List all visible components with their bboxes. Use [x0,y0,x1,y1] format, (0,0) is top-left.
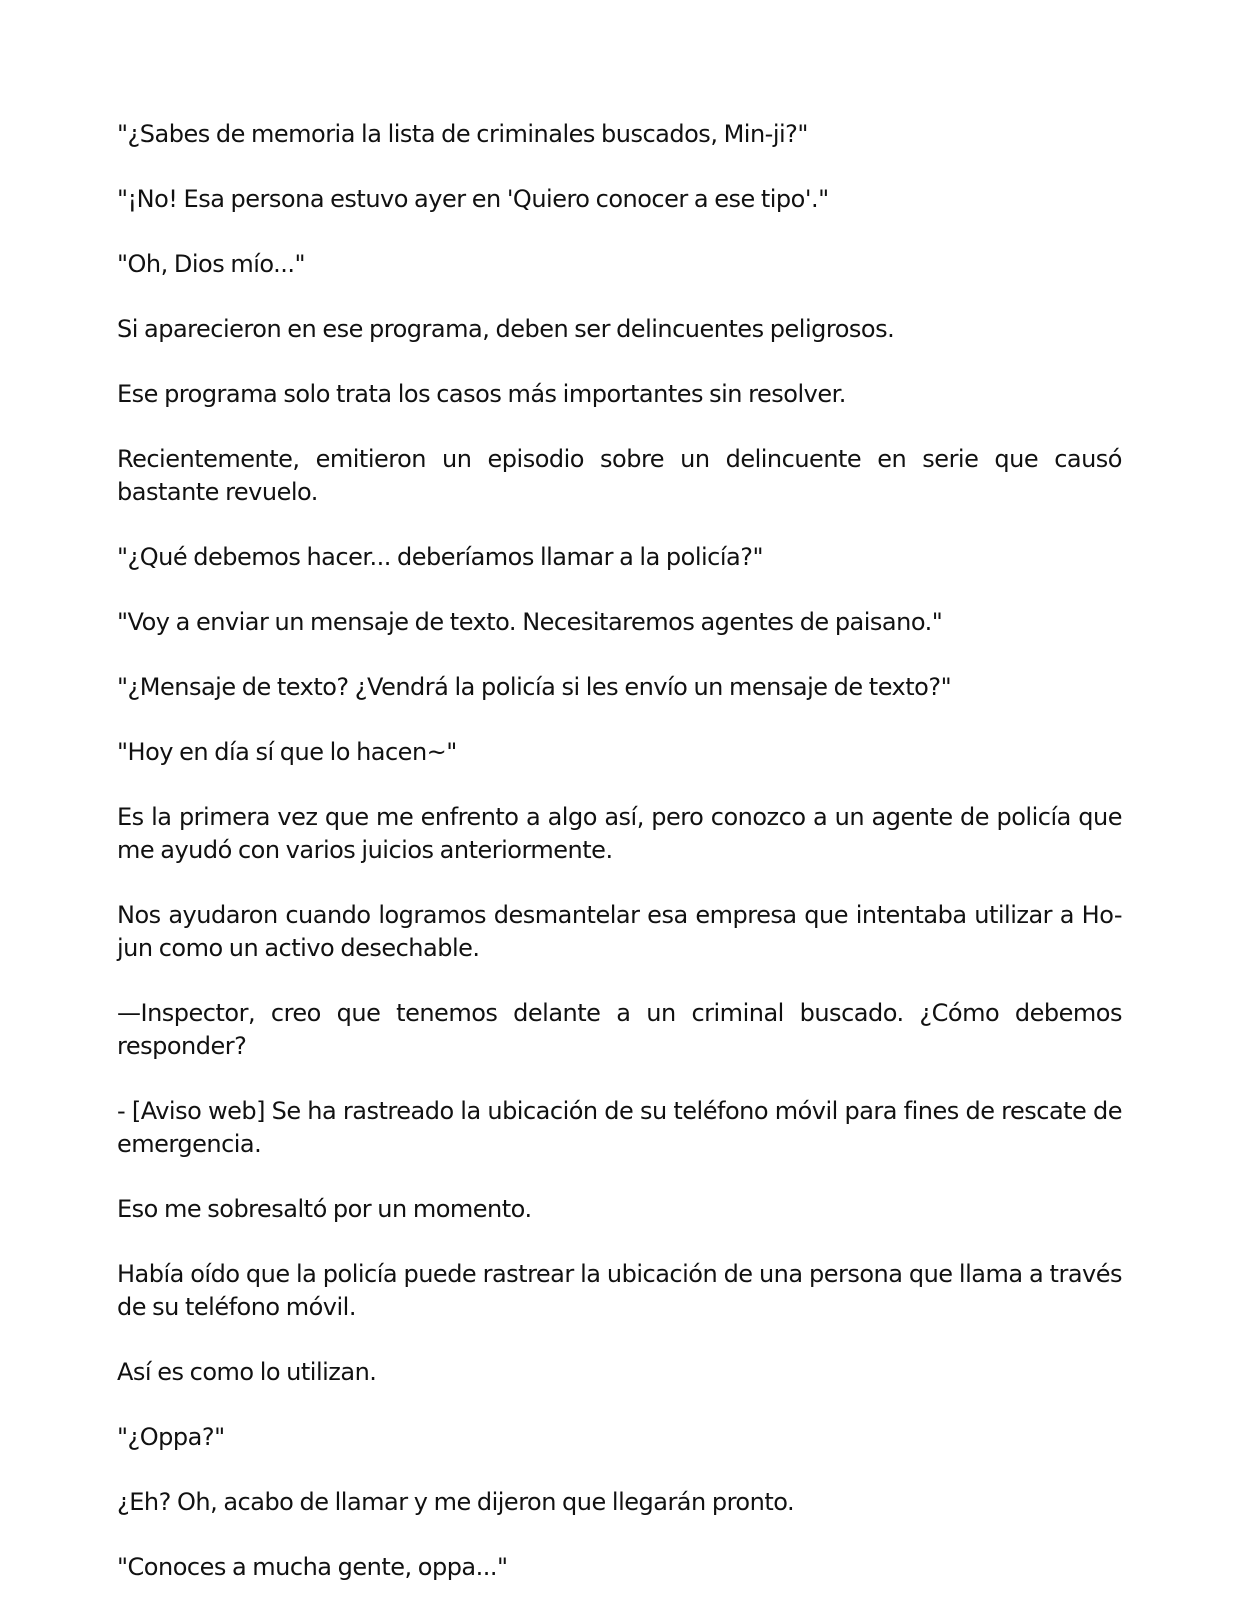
document-body [117,118,1122,1584]
paragraph: "¡No! Esa persona estuvo ayer en 'Quiero conocer a ese tipo'." [117,185,829,213]
paragraph: "¿Qué debemos hacer... deberíamos llamar a la policía?" [117,543,764,571]
paragraph: Nos ayudaron cuando logramos desmantelar esa empresa que intentaba utilizar a Ho-jun como un activo desechable. [117,901,1122,962]
paragraph: "Oh, Dios mío..." [117,250,306,278]
paragraph: Eso me sobresaltó por un momento. [117,1195,532,1223]
paragraph: Así es como lo utilizan. [117,1358,377,1386]
paragraph: Es la primera vez que me enfrento a algo así, pero conozco a un agente de policía que me ayudó con varios juicios anteriormente. [117,803,1122,864]
paragraph: Ese programa solo trata los casos más importantes sin resolver. [117,380,846,408]
paragraph: - [Aviso web] Se ha rastreado la ubicación de su teléfono móvil para fines de rescate de emergencia. [117,1097,1122,1158]
paragraph: ¿Eh? Oh, acabo de llamar y me dijeron que llegarán pronto. [117,1488,795,1516]
paragraph: "Hoy en día sí que lo hacen~" [117,738,457,766]
paragraph: Había oído que la policía puede rastrear la ubicación de una persona que llama a través de su teléfono móvil. [117,1260,1122,1321]
paragraph: Si aparecieron en ese programa, deben ser delincuentes peligrosos. [117,315,895,343]
paragraph: —Inspector, creo que tenemos delante a un criminal buscado. ¿Cómo debemos responder? [117,999,1122,1060]
paragraph: Recientemente, emitieron un episodio sobre un delincuente en serie que causó bastante revuelo. [117,445,1122,506]
paragraph: "¿Sabes de memoria la lista de criminales buscados, Min-ji?" [117,120,808,148]
paragraph: "Conoces a mucha gente, oppa..." [117,1553,508,1581]
paragraph: "¿Oppa?" [117,1423,225,1451]
paragraph: "¿Mensaje de texto? ¿Vendrá la policía si les envío un mensaje de texto?" [117,673,952,701]
paragraph: "Voy a enviar un mensaje de texto. Necesitaremos agentes de paisano." [117,608,943,636]
